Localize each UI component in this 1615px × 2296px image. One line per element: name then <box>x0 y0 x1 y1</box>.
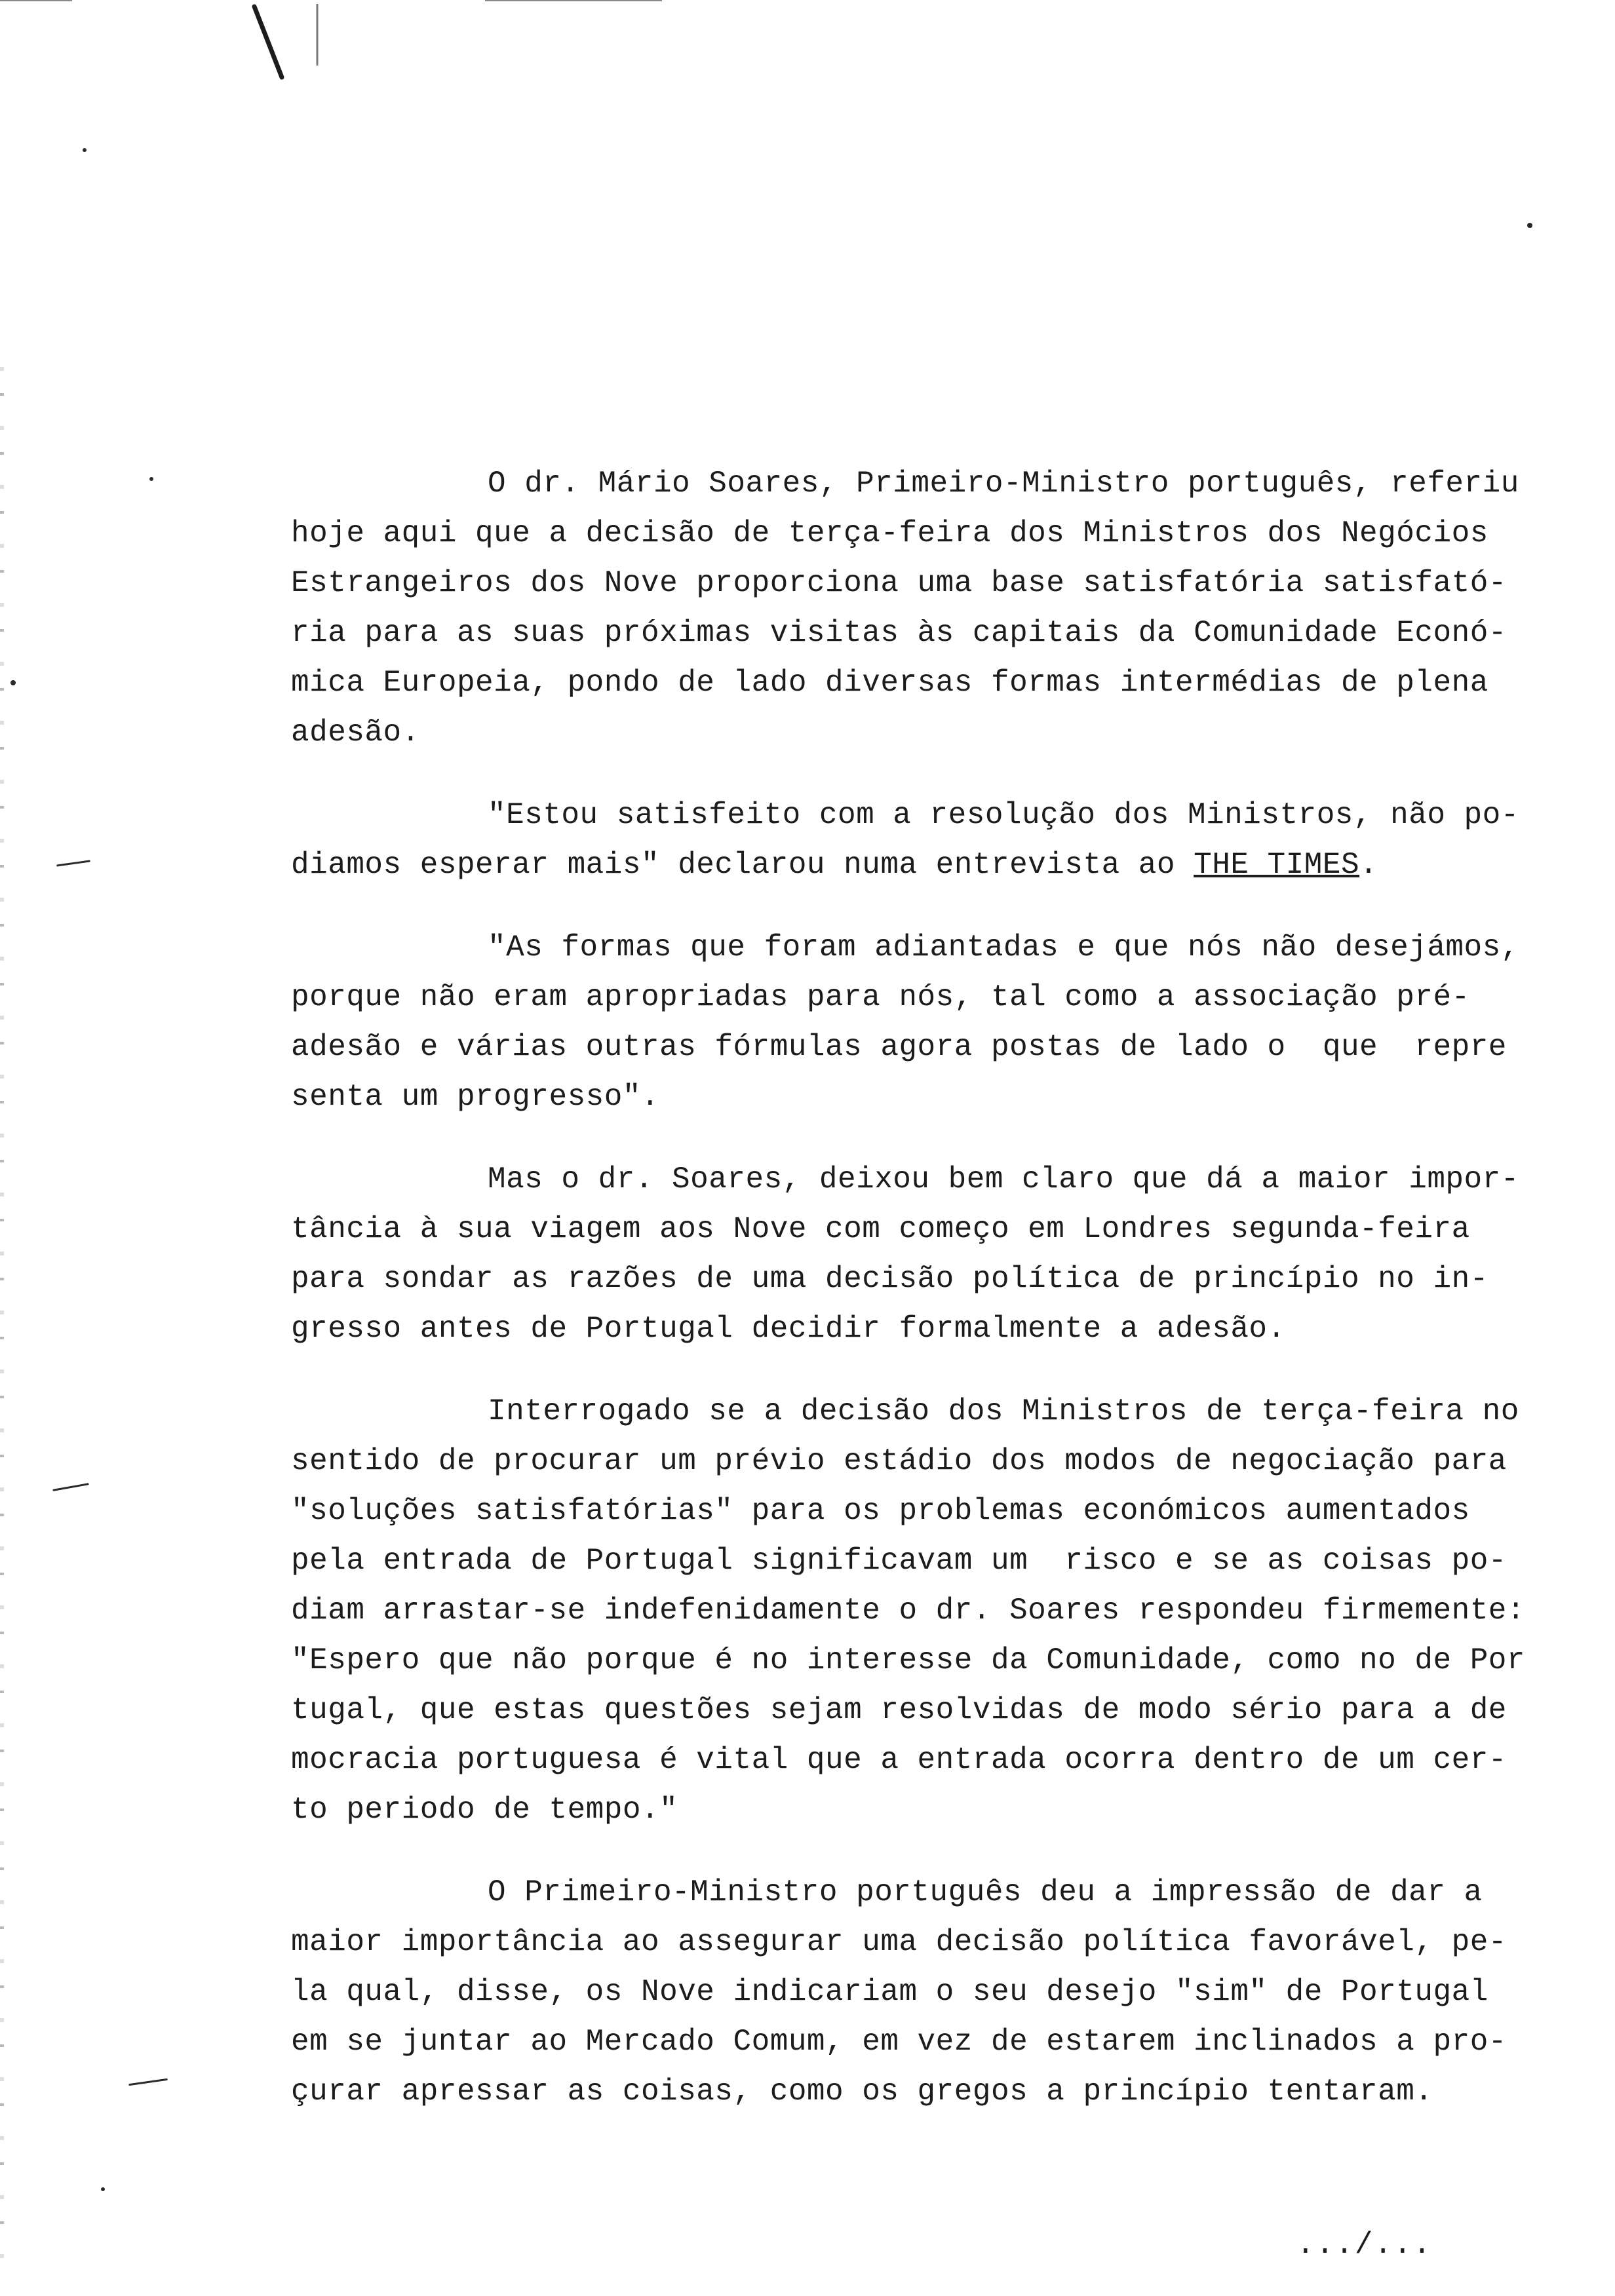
text-line: to periodo de tempo." <box>291 1793 678 1827</box>
paragraph-3 <box>291 923 1595 1122</box>
paragraph-4 <box>291 1155 1595 1354</box>
text-line: sentido de procurar um prévio estádio dos modos de negociação para <box>291 1444 1507 1478</box>
text-line: diam arrastar-se indefenidamente o dr. Soares respondeu firmemente: <box>291 1594 1526 1628</box>
text-line: O Primeiro-Ministro português deu a impressão de dar a <box>488 1875 1483 1909</box>
text-line: pela entrada de Portugal significavam um risco e se as coisas po- <box>291 1544 1507 1578</box>
paragraph-1 <box>291 459 1595 757</box>
scan-dot-3 <box>149 477 153 481</box>
scan-dash-3 <box>128 2078 168 2086</box>
text-line: senta um progresso". <box>291 1080 660 1114</box>
scan-dash-2 <box>52 1483 89 1491</box>
text-line: ria para as suas próximas visitas às capitais da Comunidade Econó- <box>291 616 1507 650</box>
scan-top-rule-mid <box>485 0 662 1</box>
paragraph-6 <box>291 1867 1595 2116</box>
scan-dot-2 <box>10 680 16 685</box>
text-line: em se juntar ao Mercado Comum, em vez de estarem inclinados a pro- <box>291 2025 1507 2059</box>
scan-left-edge <box>0 367 4 2267</box>
paragraph-5 <box>291 1387 1595 1835</box>
scan-dot-5 <box>101 2187 105 2191</box>
scan-top-rule-left <box>0 0 72 1</box>
continuation-mark: .../... <box>1296 2228 1433 2262</box>
text-line <box>291 840 1595 890</box>
scan-dot-1 <box>1527 223 1532 228</box>
newspaper-name: THE TIMES <box>1194 848 1360 882</box>
text-line: tância à sua viagem aos Nove com começo em Londres segunda-feira <box>291 1212 1470 1246</box>
text-line: maior importância ao assegurar uma decisão política favorável, pe- <box>291 1925 1507 1959</box>
text-line: porque não eram apropriadas para nós, tal como a associação pré- <box>291 980 1470 1014</box>
text-line: "Espero que não porque é no interesse da Comunidade, como no de Por <box>291 1643 1526 1677</box>
text-line: O dr. Mário Soares, Primeiro-Ministro português, referiu <box>488 467 1519 501</box>
text-segment: diamos esperar mais" declarou numa entrevista ao <box>291 848 1194 882</box>
text-line: "soluções satisfatórias" para os problemas económicos aumentados <box>291 1494 1470 1528</box>
text-line: mocracia portuguesa é vital que a entrada ocorra dentro de um cer- <box>291 1743 1507 1777</box>
text-line: "As formas que foram adiantadas e que nós não desejámos, <box>488 930 1519 965</box>
text-line: tugal, que estas questões sejam resolvidas de modo sério para a de <box>291 1693 1507 1727</box>
text-line: la qual, disse, os Nove indicariam o seu desejo "sim" de Portugal <box>291 1975 1489 2009</box>
text-line: Interrogado se a decisão dos Ministros de terça-feira no <box>488 1394 1519 1428</box>
paragraph-2 <box>291 790 1595 890</box>
text-line: çurar apressar as coisas, como os gregos a princípio tentaram. <box>291 2075 1433 2109</box>
text-line: Estrangeiros dos Nove proporciona uma base satisfatória satisfató- <box>291 566 1507 600</box>
text-line: para sondar as razões de uma decisão política de princípio no in- <box>291 1262 1489 1296</box>
letter-body <box>291 459 1595 2149</box>
scan-mark-topleft <box>249 0 328 85</box>
text-line: mica Europeia, pondo de lado diversas formas intermédias de plena <box>291 666 1489 700</box>
scan-dot-4 <box>83 148 87 152</box>
text-line: gresso antes de Portugal decidir formalmente a adesão. <box>291 1312 1286 1346</box>
text-line: hoje aqui que a decisão de terça-feira dos Ministros dos Negócios <box>291 516 1489 550</box>
text-line: Mas o dr. Soares, deixou bem claro que dá a maior impor- <box>488 1162 1519 1196</box>
text-line: adesão e várias outras fórmulas agora postas de lado o que repre <box>291 1030 1507 1064</box>
text-line: adesão. <box>291 716 420 750</box>
text-line: "Estou satisfeito com a resolução dos Ministros, não po- <box>488 798 1519 832</box>
scan-dash-1 <box>56 860 90 866</box>
text-segment: . <box>1359 848 1378 882</box>
